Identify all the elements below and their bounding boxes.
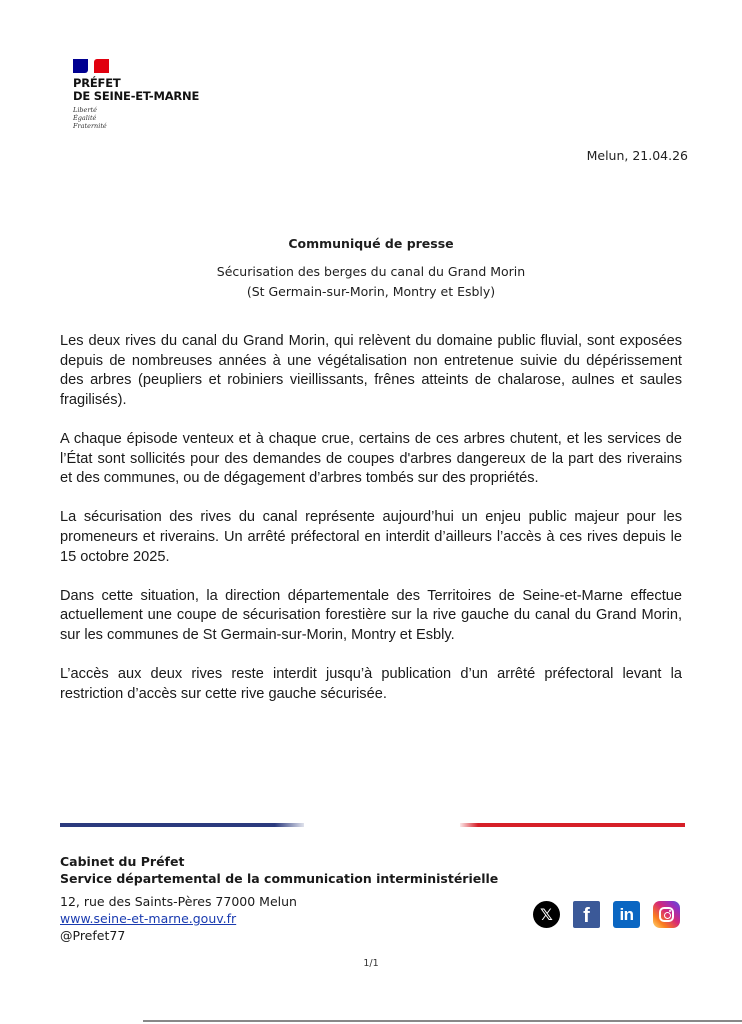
document-type: Communiqué de presse xyxy=(288,236,454,251)
page-number: 1/1 xyxy=(363,958,379,969)
linkedin-icon[interactable]: in xyxy=(613,901,640,928)
body-paragraph: La sécurisation des rives du canal représente aujourd’hui un enjeu public majeur pour les promeneurs et riverains. Un arrêté préfectoral en interdit d’ailleurs l’accès à ces rives depuis le 15 octobre 2025. xyxy=(60,509,682,565)
page-edge-line xyxy=(143,1020,742,1022)
body-paragraph: Dans cette situation, la direction départementale des Territoires de Seine-et-Marne effectue actuellement une coupe de sécurisation forestière sur la rive gauche du canal du Grand Morin, sur les communes de St Germain-sur-Morin, Montry et Esbly. xyxy=(60,587,682,643)
contact-block xyxy=(60,853,498,944)
motto-egalite: Égalité xyxy=(73,114,97,122)
motto-fraternite: Fraternité xyxy=(73,122,107,130)
social-links xyxy=(533,901,680,928)
red-divider xyxy=(460,823,685,827)
body-paragraph: A chaque épisode venteux et à chaque crue, certains de ces arbres chutent, et les services de l’État sont sollicités pour des demandes de coupes d'arbres dangereux de la part des riverains et des communes, ou de dégagement d’arbres tombés sur des propriétés. xyxy=(60,430,682,487)
republic-motto xyxy=(73,106,199,130)
document-subtitle xyxy=(0,262,742,302)
logo-title-line1: PRÉFET xyxy=(73,76,121,90)
x-logo-icon[interactable]: 𝕏 xyxy=(533,901,560,928)
subtitle-line1: Sécurisation des berges du canal du Grand Morin xyxy=(216,264,526,279)
press-release-body xyxy=(60,332,682,724)
subtitle-line2: (St Germain-sur-Morin, Montry et Esbly) xyxy=(246,284,496,299)
body-paragraph: Les deux rives du canal du Grand Morin, qui relèvent du domaine public fluvial, sont exposées depuis de nombreuses années à une végétalisation non entretenue suivie du dépérissement des arbres (peupliers et robiniers vieillissants, frênes atteints de chalarose, aulnes et saules fragilisés). xyxy=(60,333,682,408)
blue-divider xyxy=(60,823,304,827)
motto-liberte: Liberté xyxy=(73,106,97,114)
website-link[interactable]: www.seine-et-marne.gouv.fr xyxy=(60,911,237,926)
prefecture-logo xyxy=(73,59,199,130)
french-flag-icon xyxy=(73,59,109,73)
body-paragraph: L’accès aux deux rives reste interdit jusqu’à publication d’un arrêté préfectoral levant la restriction d’accès sur cette rive gauche sécurisée. xyxy=(60,666,682,702)
twitter-handle: @Prefet77 xyxy=(60,928,126,943)
logo-title-line2: DE SEINE-ET-MARNE xyxy=(73,89,200,103)
service-name: Service départemental de la communication interministérielle xyxy=(60,871,499,886)
facebook-icon[interactable]: f xyxy=(573,901,600,928)
office-name: Cabinet du Préfet xyxy=(60,854,185,869)
place-date: Melun, 21.04.26 xyxy=(586,148,688,163)
postal-address: 12, rue des Saints-Pères 77000 Melun xyxy=(60,894,297,909)
instagram-icon[interactable] xyxy=(653,901,680,928)
